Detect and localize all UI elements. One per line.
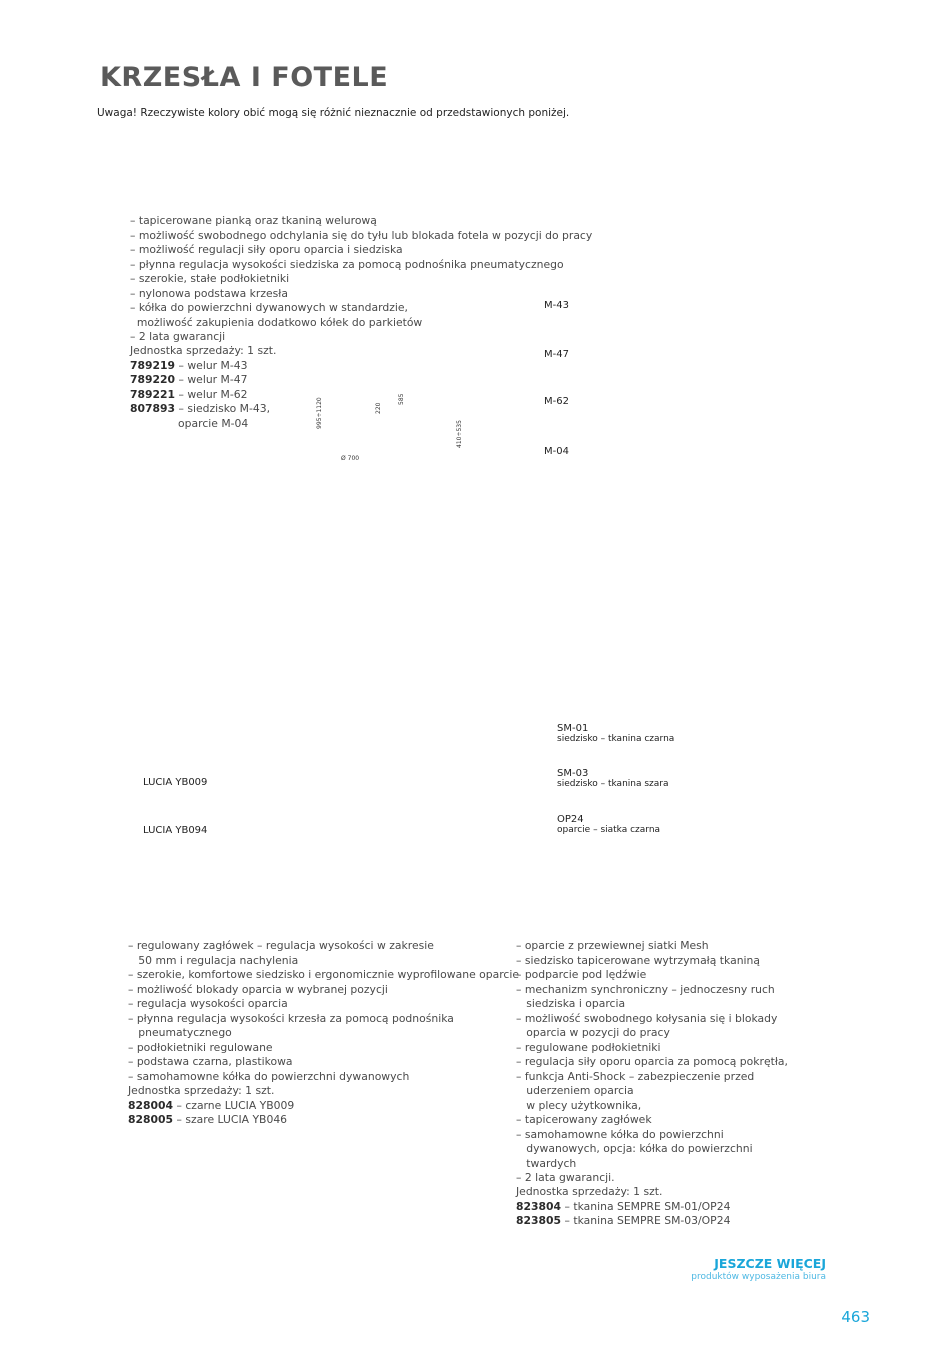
swatch-name: SM-03: [557, 768, 589, 779]
dimension-seat: 220: [375, 402, 382, 414]
product3-unit: Jednostka sprzedaży: 1 szt.: [516, 1185, 663, 1198]
feature-item: – regulacja siły oporu oparcia za pomocą pokrętła,: [516, 1055, 788, 1068]
feature-item: – możliwość swobodnego kołysania się i blokady: [516, 1011, 778, 1025]
dimension-back: 585: [398, 393, 405, 405]
feature-item: uderzeniem oparcia: [516, 1084, 634, 1097]
swatch-name: OP24: [557, 814, 584, 825]
feature-item: – możliwość blokady oparcia w wybranej pozycji: [128, 982, 388, 996]
more-products-title[interactable]: JESZCZE WIĘCEJ: [714, 1256, 826, 1271]
page-title: KRZESŁA I FOTELE: [100, 62, 389, 93]
swatch-sm03: [557, 768, 669, 789]
dimension-seat-height: 410÷535: [456, 420, 463, 448]
more-products-subtitle[interactable]: produktów wyposażenia biura: [691, 1272, 826, 1282]
dimension-height: 995÷1120: [316, 397, 323, 429]
swatch-desc: siedzisko – tkanina szara: [557, 779, 669, 789]
page-number: 463: [841, 1308, 870, 1326]
product-code: 789221: [130, 387, 176, 401]
feature-item: twardych: [516, 1156, 577, 1170]
product-code-desc: – tkanina SEMPRE SM-01/OP24: [561, 1199, 731, 1213]
product-code: 807893: [130, 402, 176, 415]
product1-codes: [130, 344, 276, 431]
feature-item: – płynna regulacja wysokości siedziska za pomocą podnośnika pneumatycznego: [130, 257, 564, 271]
feature-item: – szerokie, komfortowe siedzisko i ergonomicznie wyprofilowane oparcie: [128, 968, 520, 981]
product-code: 789220: [130, 373, 176, 386]
product-code-desc: – tkanina SEMPRE SM-03/OP24: [561, 1214, 731, 1227]
product1-features: [130, 214, 592, 345]
product-code-desc: oparcie M-04: [130, 416, 249, 430]
product-code-desc: – welur M-43: [175, 358, 248, 372]
feature-item: pneumatycznego: [128, 1026, 232, 1039]
swatch-sm01: [557, 723, 674, 744]
feature-item: – możliwość swobodnego odchylania się do tyłu lub blokada fotela w pozycji do pracy: [130, 228, 593, 242]
product1-unit: Jednostka sprzedaży: 1 szt.: [130, 344, 277, 357]
feature-item: – samohamowne kółka do powierzchni: [516, 1127, 724, 1141]
product-code-desc: – czarne LUCIA YB009: [173, 1098, 295, 1112]
model-label: LUCIA YB009: [143, 777, 208, 788]
feature-item: – regulacja wysokości oparcia: [128, 997, 288, 1010]
feature-item: – możliwość regulacji siły oporu oparcia i siedziska: [130, 243, 403, 256]
product-code-row: [130, 359, 276, 374]
product-code: 828005: [128, 1113, 174, 1126]
swatch-desc: oparcie – siatka czarna: [557, 825, 661, 835]
feature-item: – mechanizm synchroniczny – jednoczesny ruch: [516, 982, 775, 996]
feature-item: – siedzisko tapicerowane wytrzymałą tkaniną: [516, 953, 761, 967]
product-code: 789219: [130, 358, 176, 372]
feature-item: – oparcie z przewiewnej siatki Mesh: [516, 939, 709, 952]
feature-item: siedziska i oparcia: [516, 997, 626, 1010]
feature-item: – tapicerowany zagłówek: [516, 1113, 652, 1126]
swatch-label: M-47: [544, 349, 569, 360]
feature-item: dywanowych, opcja: kółka do powierzchni: [516, 1142, 753, 1155]
product-code-row: [128, 1113, 294, 1128]
feature-item: – kółka do powierzchni dywanowych w standardzie,: [130, 301, 408, 314]
feature-item: – regulowany zagłówek – regulacja wysokości w zakresie: [128, 939, 434, 952]
feature-item: – funkcja Anti-Shock – zabezpieczenie przed: [516, 1069, 755, 1083]
feature-item: – 2 lata gwarancji.: [516, 1171, 615, 1184]
feature-item: oparcia w pozycji do pracy: [516, 1026, 670, 1039]
feature-item: w plecy użytkownika,: [516, 1098, 642, 1112]
feature-item: – płynna regulacja wysokości krzesła za pomocą podnośnika: [128, 1011, 454, 1025]
feature-item: – podparcie pod lędźwie: [516, 968, 647, 981]
product-code-row: [130, 417, 276, 432]
feature-item: możliwość zakupienia dodatkowo kółek do parkietów: [130, 315, 423, 329]
product-code-desc: – welur M-62: [175, 387, 248, 401]
swatch-desc: siedzisko – tkanina czarna: [557, 734, 675, 744]
feature-item: – szerokie, stałe podłokietniki: [130, 272, 290, 285]
color-disclaimer: Uwaga! Rzeczywiste kolory obić mogą się różnić nieznacznie od przedstawionych poniżej.: [97, 107, 570, 119]
swatch-name: SM-01: [557, 723, 589, 734]
product-code: 823804: [516, 1199, 562, 1213]
product2-codes: [128, 1084, 294, 1128]
product3-features: [516, 939, 788, 1186]
feature-item: – regulowane podłokietniki: [516, 1040, 661, 1054]
feature-item: – samohamowne kółka do powierzchni dywanowych: [128, 1069, 410, 1083]
feature-item: – podłokietniki regulowane: [128, 1040, 273, 1054]
product3-codes: [516, 1185, 730, 1229]
product-code: 823805: [516, 1214, 562, 1227]
dimension-base: Ø 700: [341, 455, 360, 462]
feature-item: – podstawa czarna, plastikowa: [128, 1055, 293, 1068]
product-code-row: [516, 1214, 730, 1229]
model-label: LUCIA YB094: [143, 825, 208, 836]
product2-features: [128, 939, 519, 1084]
feature-item: – nylonowa podstawa krzesła: [130, 286, 288, 300]
feature-item: – tapicerowane pianką oraz tkaniną welurową: [130, 214, 377, 227]
product-code: 828004: [128, 1098, 174, 1112]
product-code-row: [130, 373, 276, 388]
product-code-row: [128, 1099, 294, 1114]
product-code-desc: – siedzisko M-43,: [175, 402, 271, 415]
swatch-op24: [557, 814, 660, 835]
swatch-label: M-04: [544, 446, 569, 457]
swatch-label: M-62: [544, 396, 569, 407]
product-code-row: [516, 1200, 730, 1215]
product-code-desc: – szare LUCIA YB046: [173, 1113, 288, 1126]
swatch-label: M-43: [544, 300, 569, 311]
feature-item: 50 mm i regulacja nachylenia: [128, 953, 299, 967]
product2-unit: Jednostka sprzedaży: 1 szt.: [128, 1084, 275, 1097]
feature-item: – 2 lata gwarancji: [130, 330, 226, 343]
product-code-row: [130, 388, 276, 403]
product-code-desc: – welur M-47: [175, 373, 248, 386]
product-code-row: [130, 402, 276, 417]
